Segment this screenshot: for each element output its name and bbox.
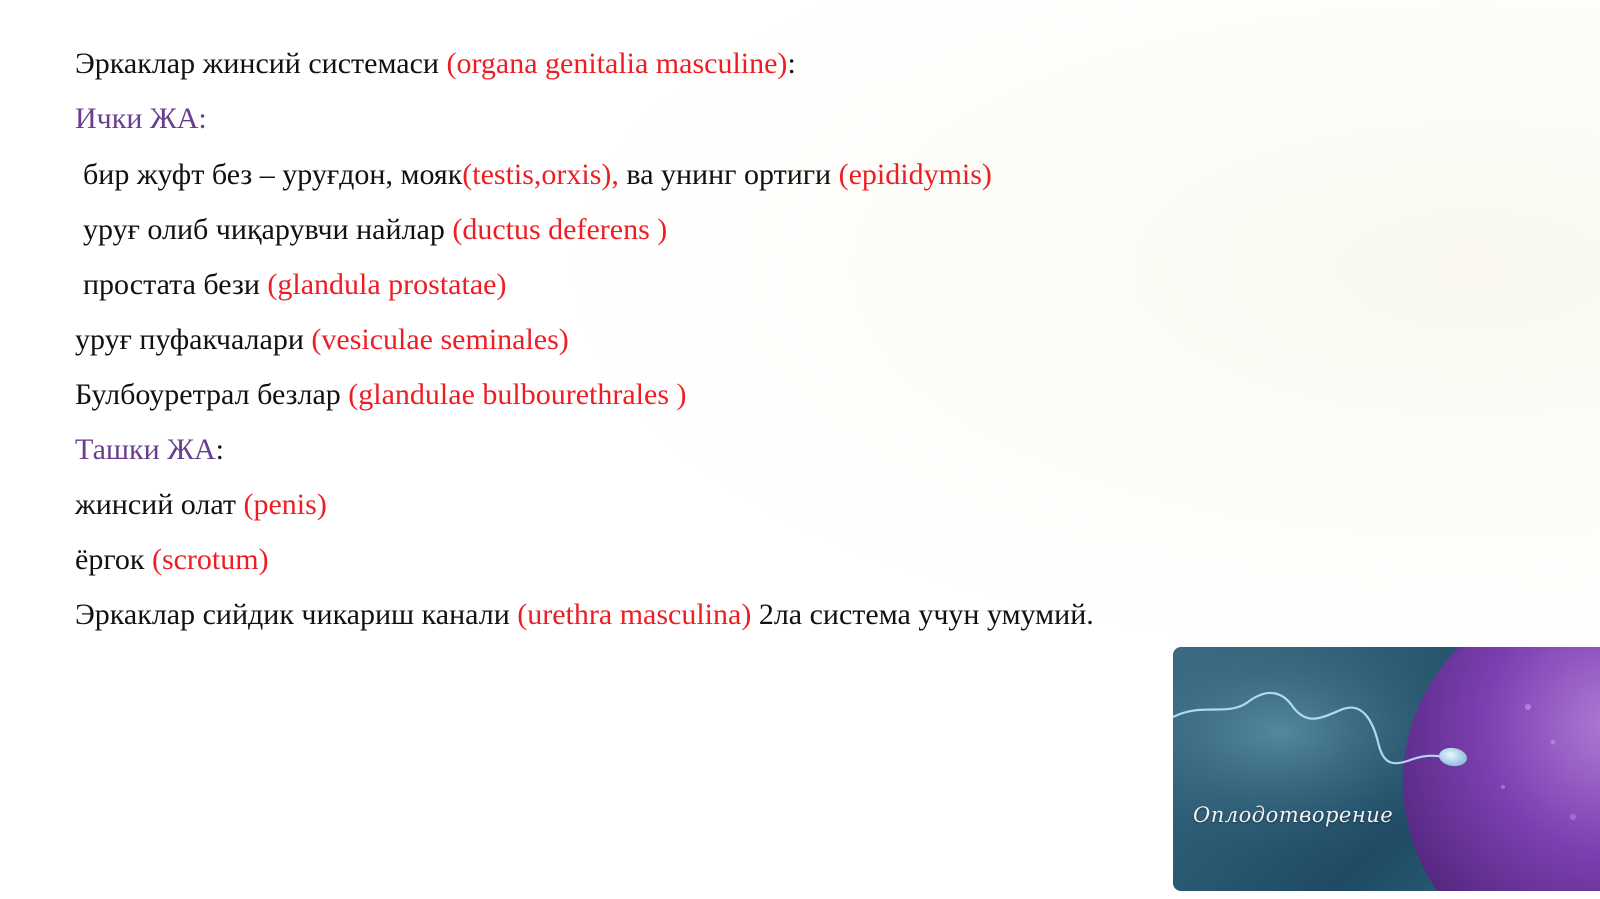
- item-text: простата бези: [83, 268, 268, 301]
- latin-term: (vesiculae seminales): [311, 323, 569, 356]
- latin-term: (penis): [243, 488, 327, 521]
- egg-texture-dot: [1525, 704, 1531, 710]
- list-item-prostate: [83, 267, 506, 303]
- item-text: жинсий олат: [75, 488, 244, 521]
- latin-term: (glandulae bulbourethrales ): [348, 378, 687, 411]
- latin-term: (urethra masculina): [517, 598, 752, 631]
- list-item-bulbourethral: [75, 377, 686, 413]
- list-item-penis: [75, 487, 327, 523]
- list-item-ductus-deferens: [83, 212, 667, 248]
- title-latin-term: (organa genitalia masculine): [446, 47, 788, 80]
- item-text: уруғ олиб чиқарувчи найлар: [83, 213, 453, 246]
- item-text: уруғ пуфакчалари: [75, 323, 312, 356]
- latin-term: (ductus deferens ): [452, 213, 668, 246]
- item-text: Булбоуретрал безлар: [75, 378, 349, 411]
- egg-texture-dot: [1570, 814, 1576, 820]
- list-item-testis: [83, 157, 992, 193]
- egg-texture-dot: [1501, 785, 1505, 789]
- egg-texture-dot: [1551, 740, 1556, 745]
- item-text: ва унинг ортиги: [626, 158, 839, 191]
- external-heading-text: Ташки ЖА: [75, 433, 216, 466]
- title-colon: :: [787, 47, 796, 80]
- latin-term: (epididymis): [838, 158, 992, 191]
- list-item-seminal-vesicles: [75, 322, 569, 358]
- list-item-scrotum: [75, 542, 269, 578]
- fertilization-photo: [1173, 647, 1600, 891]
- slide-title-line: [75, 46, 796, 82]
- item-text: бир жуфт без – уруғдон, мояк: [83, 158, 463, 191]
- fertilization-illustration: [1173, 647, 1600, 891]
- item-text: Эркаклар сийдик чикариш канали: [75, 598, 518, 631]
- heading-colon: :: [215, 433, 225, 466]
- title-text: Эркаклар жинсий системаси: [75, 47, 447, 80]
- latin-term: (scrotum): [151, 543, 269, 576]
- internal-organs-heading: [75, 101, 207, 137]
- latin-term: (glandula prostatae): [267, 268, 507, 301]
- external-organs-heading: [75, 432, 224, 468]
- item-text: 2ла система учун умумий.: [751, 598, 1094, 631]
- egg-cell: [1403, 647, 1600, 891]
- list-item-urethra: [75, 597, 1094, 633]
- internal-heading-text: Ички ЖА:: [75, 102, 207, 135]
- latin-term: (testis,orxis),: [462, 158, 627, 191]
- photo-caption: Оплодотворение: [1193, 803, 1394, 827]
- item-text: ёргок: [75, 543, 152, 576]
